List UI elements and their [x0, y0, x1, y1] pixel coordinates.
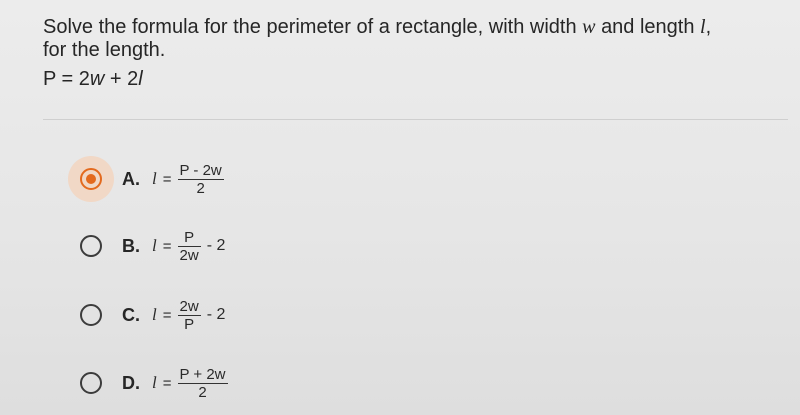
fraction-numerator: P: [184, 228, 195, 246]
formula-variable: l: [152, 373, 157, 392]
option-letter: C.: [122, 304, 140, 325]
radio-halo[interactable]: [68, 292, 114, 338]
option-formula: [152, 229, 225, 264]
formula-fraction: [178, 162, 224, 197]
width-variable: w: [582, 16, 596, 38]
formula-tail: - 2: [206, 306, 226, 323]
fraction-numerator: P - 2w: [179, 161, 222, 179]
fraction-denominator: 2: [196, 179, 205, 197]
answer-option-a[interactable]: [68, 159, 288, 199]
fraction-numerator: P + 2w: [179, 365, 226, 383]
option-formula: [152, 298, 225, 333]
radio-button-selected[interactable]: [80, 168, 102, 190]
radio-halo[interactable]: [68, 156, 114, 202]
option-formula: [152, 162, 230, 197]
fraction-denominator: 2w: [179, 246, 199, 264]
radio-halo[interactable]: [68, 223, 114, 269]
option-letter: D.: [122, 372, 140, 393]
perimeter-equation: [43, 68, 143, 91]
option-formula: [152, 366, 234, 401]
radio-button[interactable]: [80, 372, 102, 394]
formula-variable: l: [152, 305, 157, 324]
formula-fraction: [178, 366, 228, 401]
divider: [43, 119, 788, 120]
question-text: [43, 16, 783, 62]
fraction-denominator: 2: [198, 383, 207, 401]
formula-equals: =: [162, 170, 172, 188]
radio-button[interactable]: [80, 235, 102, 257]
question-line-1: [43, 16, 783, 39]
formula-equals: =: [162, 306, 172, 324]
option-letter: A.: [122, 168, 140, 189]
formula-equals: =: [162, 374, 172, 392]
question-prefix: Solve the formula for the perimeter of a rectangle, with width: [43, 16, 577, 38]
radio-dot: [86, 174, 96, 184]
formula-variable: l: [152, 169, 157, 188]
radio-button[interactable]: [80, 304, 102, 326]
formula-fraction: [178, 229, 201, 264]
answer-option-d[interactable]: [68, 363, 288, 403]
answer-option-b[interactable]: [68, 226, 288, 266]
question-middle: and length: [601, 16, 695, 38]
equation-mid: + 2: [104, 68, 139, 90]
radio-halo[interactable]: [68, 360, 114, 406]
equation-lhs: P = 2: [43, 68, 90, 90]
formula-fraction: [178, 298, 201, 333]
equation-w: w: [89, 68, 105, 90]
formula-tail: - 2: [206, 237, 226, 254]
fraction-denominator: P: [184, 315, 195, 333]
question-line-2: for the length.: [43, 39, 166, 61]
option-letter: B.: [122, 235, 140, 256]
answer-option-c[interactable]: [68, 295, 288, 335]
fraction-numerator: 2w: [179, 297, 199, 315]
equation-l: l: [138, 68, 143, 90]
question-comma: ,: [705, 16, 712, 38]
formula-variable: l: [152, 236, 157, 255]
length-variable: l: [700, 16, 706, 38]
formula-equals: =: [162, 237, 172, 255]
